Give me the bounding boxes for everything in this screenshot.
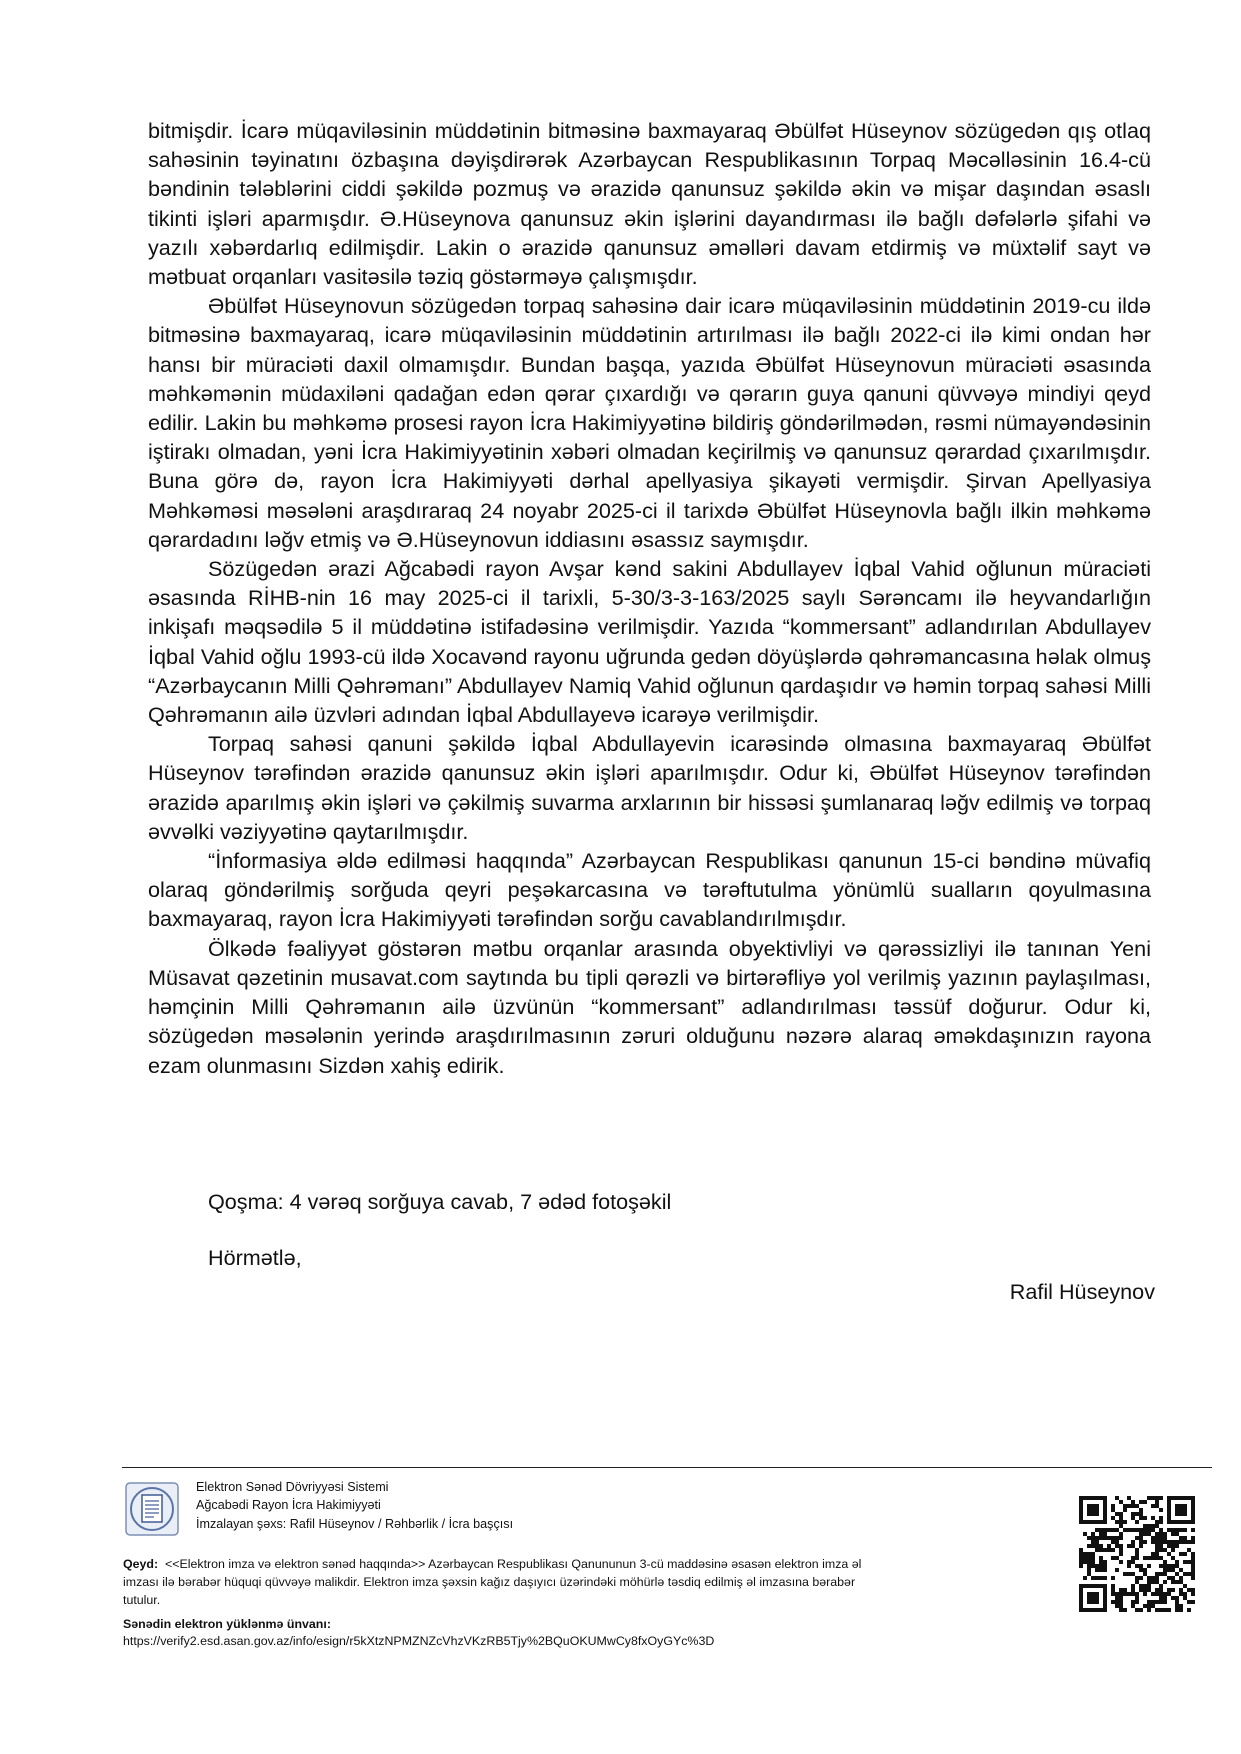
verify-url-block [123,1616,714,1650]
paragraph-3: Sözügedən ərazi Ağcabədi rayon Avşar kənd sakini Abdullayev İqbal Vahid oğlunun müraciəti əsasında RİHB-nin 16 may 2025-ci il tarixli, 5-30/3-3-163/2025 saylı Sərəncamı ilə heyvandarlığın inkişafı məqsədilə 5 il müddətinə istifadəsinə verilmişdir. Yazıda “kommersant” adlandırılan Abdullayev İqbal Vahid oğlu 1993-cü ildə Xocavənd rayonu uğrunda gedən döyüşlərdə qəhrəmancasına həlak olmuş “Azərbaycanın Milli Qəhrəmanı” Abdullayev Namiq Vahid oğlunun qardaşıdır və həmin torpaq sahəsi Milli Qəhrəmanın ailə üzvləri adından İqbal Abdullayevə icarəyə verilmişdir. [148,556,1151,728]
letter-body [148,116,1151,1080]
note-text: <<Elektron imza və elektron sənəd haqqında>> Azərbaycan Respublikası Qanununun 3-cü maddəsinə əsasən elektron imza əl imzası ilə bərabər hüquqi qüvvəyə malikdir. Elektron imza şəxsin kağız daşıyıcı üzərindəki möhürlə təsdiq edilmiş əl imzasına bərabər tutulur. [123,1557,862,1608]
legal-note [123,1555,883,1610]
signatory-name: Rafil Hüseynov [1009,1279,1155,1304]
verify-url[interactable]: https://verify2.esd.asan.gov.az/info/esign/r5kXtzNPMZNZcVhzVKzRB5Tjy%2BQuOKUMwCy8fxOyGYc%3D [123,1634,715,1648]
attachment-line: Qoşma: 4 vərəq sorğuya cavab, 7 ədəd fotoşəkil [208,1189,672,1214]
paragraph-2: Əbülfət Hüseynovun sözügedən torpaq sahəsinə dair icarə müqaviləsinin müddətinin 2019-cu ildə bitməsinə baxmayaraq, icarə müqaviləsinin müddətinin artırılması ilə bağlı 2022-ci ilə kimi ondan hər hansı bir müraciəti daxil olmamışdır. Bundan başqa, yazıda Əbülfət Hüseynovun müraciəti əsasında məhkəmənin müdaxiləni qadağan edən qərar çıxardığı və qərarın guya qanuni qüvvəyə mindiyi qeyd edilir. Lakin bu məhkəmə prosesi rayon İcra Hakimiyyətinə bildiriş göndərilmədən, rəsmi nümayəndəsinin iştirakı olmadan, yəni İcra Hakimiyyətinin xəbəri olmadan keçirilmiş və qanunsuz qərardad çıxarılmışdır. Buna görə də, rayon İcra Hakimiyyəti dərhal apellyasiya şikayəti vermişdir. Şirvan Apellyasiya Məhkəməsi məsələni araşdıraraq 24 noyabr 2025-ci il tarixdə Əbülfət Hüseynovla bağlı ilkin məhkəmə qərardadını ləğv etmiş və Ə.Hüseynovun iddiasını əsassız saymışdır. [148,293,1151,552]
paragraph-6: Ölkədə fəaliyyət göstərən mətbu orqanlar arasında obyektivliyi və qərəssizliyi ilə tanınan Yeni Müsavat qəzetinin musavat.com saytında bu tipli qərəzli və birtərəfliyə yol verilmiş yazının paylaşılması, həmçinin Milli Qəhrəmanın ailə üzvünün “kommersant” adlandırılması təssüf doğurur. Odur ki, sözügedən məsələnin yerində araşdırılmasının zəruri olduğunu nəzərə alaraq əməkdaşınızın rayona ezam olunmasını Sizdən xahiş edirik. [148,935,1151,1078]
esd-system-name: Elektron Sənəd Dövriyyəsi Sistemi [196,1480,389,1494]
paragraph-5: “İnformasiya əldə edilməsi haqqında” Azərbaycan Respublikası qanunun 15-ci bəndinə müvafiq olaraq göndərilmiş sorğuda qeyri peşəkarcasına və tərəftutulma yönümlü sualların qoyulmasına baxmayaraq, rayon İcra Hakimiyyəti tərəfindən sorğu cavablandırılmışdır. [148,848,1151,932]
esd-info [196,1478,513,1533]
esd-signer: İmzalayan şəxs: Rafil Hüseynov / Rəhbərlik / İcra başçısı [196,1516,514,1531]
closing-regards: Hörmətlə, [208,1245,302,1270]
paragraph-1: bitmişdir. İcarə müqaviləsinin müddətinin bitməsinə baxmayaraq Əbülfət Hüseynov sözügedən qış otlaq sahəsinin təyinatını özbaşına dəyişdirərək Azərbaycan Respublikasının Torpaq Məcəlləsinin 16.4-cü bəndinin tələblərini ciddi şəkildə pozmuş və ərazidə qanunsuz şəkildə əkin və mişar daşından əsaslı tikinti işləri aparmışdır. Ə.Hüseynova qanunsuz əkin işlərini dayandırması ilə bağlı dəfələrlə şifahi və yazılı xəbərdarlıq edilmişdir. Lakin o ərazidə qanunsuz əməlləri davam etdirmiş və müxtəlif sayt və mətbuat orqanları vasitəsilə təziq göstərməyə çalışmışdır. [148,118,1151,290]
esd-organization: Ağcabədi Rayon İcra Hakimiyyəti [196,1498,381,1513]
url-label: Sənədin elektron yüklənmə ünvanı: [123,1617,331,1631]
qr-code-icon [1079,1496,1195,1612]
paragraph-4: Torpaq sahəsi qanuni şəkildə İqbal Abdullayevin icarəsində olmasına baxmayaraq Əbülfət Hüseynov tərəfindən ərazidə qanunsuz əkin işləri aparılmışdır. Odur ki, Əbülfət Hüseynov tərəfindən ərazidə aparılmış əkin işləri və çəkilmiş suvarma arxlarının bir hissəsi şumlanaraq ləğv edilmiş və torpaq əvvəlki vəziyyətinə qaytarılmışdır. [148,731,1151,844]
esd-document-icon [124,1481,180,1537]
footer-divider [122,1467,1212,1468]
note-label: Qeyd: [123,1557,159,1571]
